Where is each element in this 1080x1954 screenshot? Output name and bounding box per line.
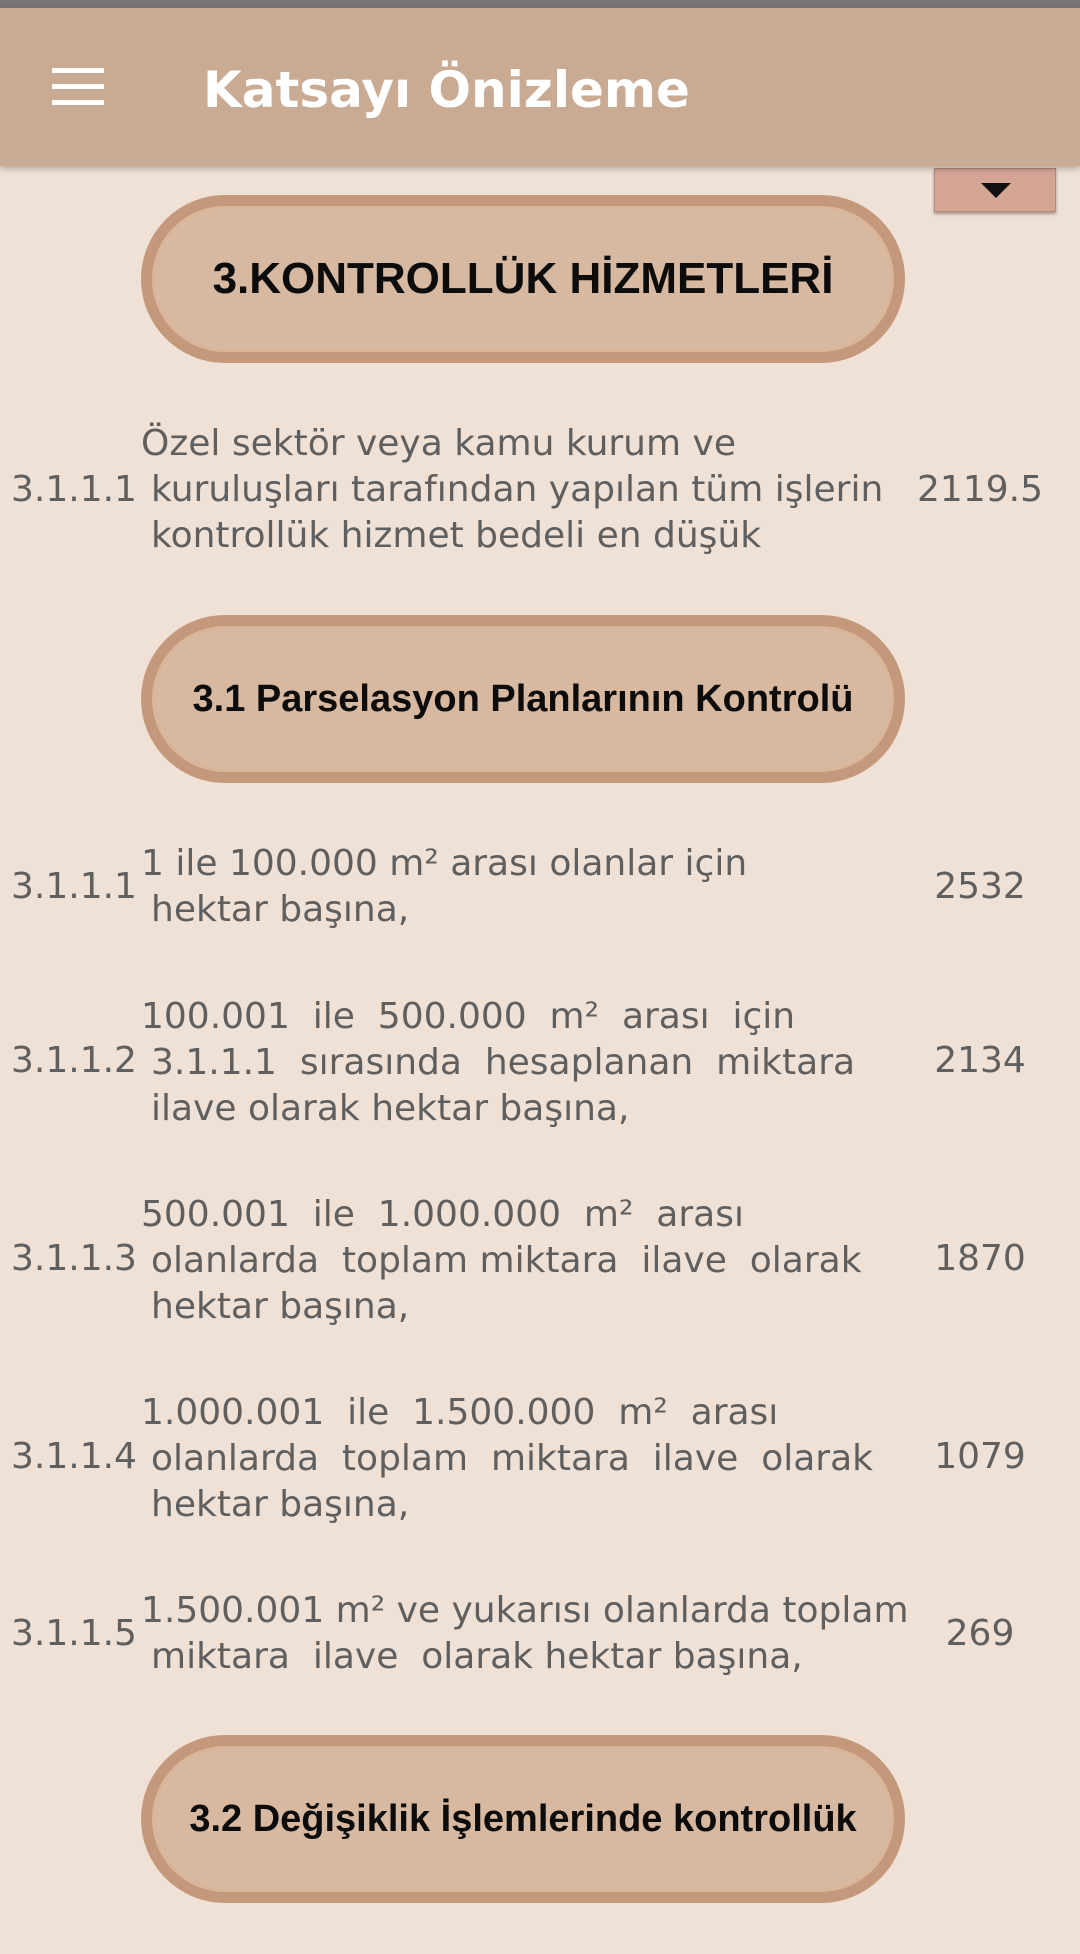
description-line: hektar başına, <box>151 1484 410 1525</box>
row-value: 2532 <box>934 866 1026 907</box>
row-code: 3.1.1.2 <box>11 1040 137 1081</box>
caret-down-icon <box>981 183 1011 198</box>
section-button-parselasyon[interactable] <box>141 615 905 783</box>
row-value: 1870 <box>934 1238 1026 1279</box>
dropdown-toggle[interactable] <box>934 168 1056 212</box>
row-value: 269 <box>945 1613 1015 1654</box>
row-description <box>141 841 881 933</box>
row-code: 3.1.1.3 <box>11 1238 137 1279</box>
row-value: 1079 <box>934 1436 1026 1477</box>
description-line: hektar başına, <box>151 889 410 930</box>
description-line: 1.500.001 m² ve yukarısı olanlarda toplam <box>141 1590 909 1631</box>
row-code: 3.1.1.1 <box>11 866 137 907</box>
description-line: miktara ilave olarak hektar başına, <box>151 1636 803 1677</box>
description-line: 1 ile 100.000 m² arası olanlar için <box>141 843 748 884</box>
section-button-degisiklik-islemleri[interactable] <box>141 1735 905 1903</box>
section-button-label: 3.1 Parselasyon Planlarının Kontrolü <box>192 677 854 720</box>
description-line: Özel sektör veya kamu kurum ve <box>141 423 736 464</box>
row-description <box>141 994 881 1132</box>
description-line: olanlarda toplam miktara ilave olarak <box>151 1240 862 1281</box>
row-value: 2134 <box>934 1040 1026 1081</box>
description-line: 500.001 ile 1.000.000 m² arası <box>141 1194 744 1235</box>
row-description <box>141 1192 881 1330</box>
row-code: 3.1.1.5 <box>11 1613 137 1654</box>
row-code: 3.1.1.4 <box>11 1436 137 1477</box>
description-line: 100.001 ile 500.000 m² arası için <box>141 996 796 1037</box>
status-bar <box>0 0 1080 8</box>
app-bar <box>0 8 1080 166</box>
section-button-kontrolluk-hizmetleri[interactable] <box>141 195 905 363</box>
description-line: ilave olarak hektar başına, <box>151 1088 630 1129</box>
page-title: Katsayı Önizleme <box>203 61 690 119</box>
description-line: 3.1.1.1 sırasında hesaplanan miktara <box>151 1042 856 1083</box>
description-line: kontrollük hizmet bedeli en düşük <box>151 515 762 556</box>
section-button-label: 3.KONTROLLÜK HİZMETLERİ <box>212 254 834 303</box>
row-description <box>141 421 884 559</box>
description-line: 1.000.001 ile 1.500.000 m² arası <box>141 1392 779 1433</box>
hamburger-menu-icon[interactable] <box>48 65 108 109</box>
row-description <box>141 1390 881 1528</box>
row-code: 3.1.1.1 <box>11 469 137 510</box>
description-line: olanlarda toplam miktara ilave olarak <box>151 1438 873 1479</box>
section-button-label: 3.2 Değişiklik İşlemlerinde kontrollük <box>189 1797 857 1840</box>
description-line: kuruluşları tarafından yapılan tüm işlerin <box>151 469 884 510</box>
description-line: hektar başına, <box>151 1286 410 1327</box>
row-description <box>141 1588 909 1680</box>
row-value: 2119.5 <box>917 469 1043 510</box>
